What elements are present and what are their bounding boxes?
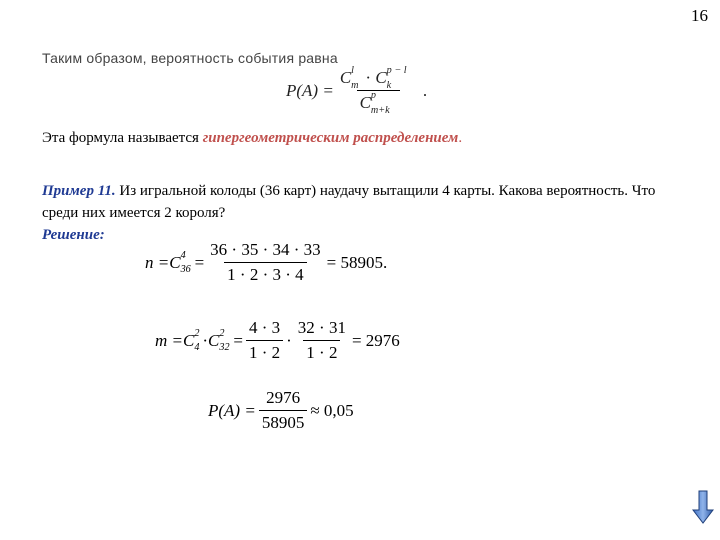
equation-p-fraction: $\frac{2976}{58905}$ — [259, 388, 308, 433]
formula-hypergeometric: P(A) = C l m · C p − l k C p m+k . — [286, 65, 428, 116]
formula-num-left: C l m — [339, 65, 359, 91]
solution-label: Решение: — [42, 227, 105, 243]
equation-p: P(A) = $\frac{2976}{58905}$ ≈ 0,05 — [208, 388, 354, 432]
page-number: 16 — [691, 6, 708, 25]
equation-n-fraction: $\frac{36 \cdot 35 \cdot 34 \cdot 33}{1 \cdot 2 \cdot 3 \cdot 4}$ — [210, 240, 321, 284]
arrow-down-icon[interactable] — [692, 490, 714, 524]
formula-name-term: гипергеометрическим распределением — [202, 130, 459, 146]
example-text: Из игральной колоды (36 карт) наудачу вытащили 4 карты. Какова вероятность. Что среди них имеется 2 короля? — [42, 183, 656, 221]
combination-c4-2: C 2 4 — [183, 327, 200, 354]
combination-c36-4: C 4 36 — [169, 249, 191, 276]
formula-name-prefix: Эта формула называется — [42, 130, 199, 146]
formula-num-right: C p − l k — [375, 65, 407, 91]
equation-m-fraction-2: $\frac{32 \cdot 31}{1 \cdot 2}$ — [297, 318, 346, 362]
example-label: Пример 11. — [42, 183, 116, 199]
intro-text: Таким образом, вероятность события равна — [42, 50, 338, 66]
formula-lhs: P(A) = — [286, 80, 334, 100]
equation-n: n = C 4 36 = $\frac{36 \cdot 35 \cdot 34 \cdot 33}{1 \cdot 2 \cdot 3 \cdot 4}$ = 58905. — [145, 240, 388, 284]
formula-name-line: Эта формула называется гипергеометрическим распределением. — [42, 130, 463, 146]
equation-n-result: = 58905. — [326, 252, 388, 272]
example-paragraph — [42, 180, 682, 224]
formula-den: C p m+k — [359, 90, 390, 116]
combination-c32-2: C 2 32 — [208, 327, 230, 354]
equation-m: m = C 2 4 · C 2 32 = $\frac{4 \cdot 3}{1 \cdot 2}$ · $\frac{32 \cdot 31}{1 \cdot 2}$ = 2976 — [155, 318, 400, 362]
equation-m-fraction-1: $\frac{4 \cdot 3}{1 \cdot 2}$ — [246, 318, 283, 363]
formula-fraction: C l m · C p − l k C p m+k — [339, 65, 407, 116]
equation-m-result: = 2976 — [351, 330, 400, 350]
equation-p-result: ≈ 0,05 — [310, 400, 354, 420]
